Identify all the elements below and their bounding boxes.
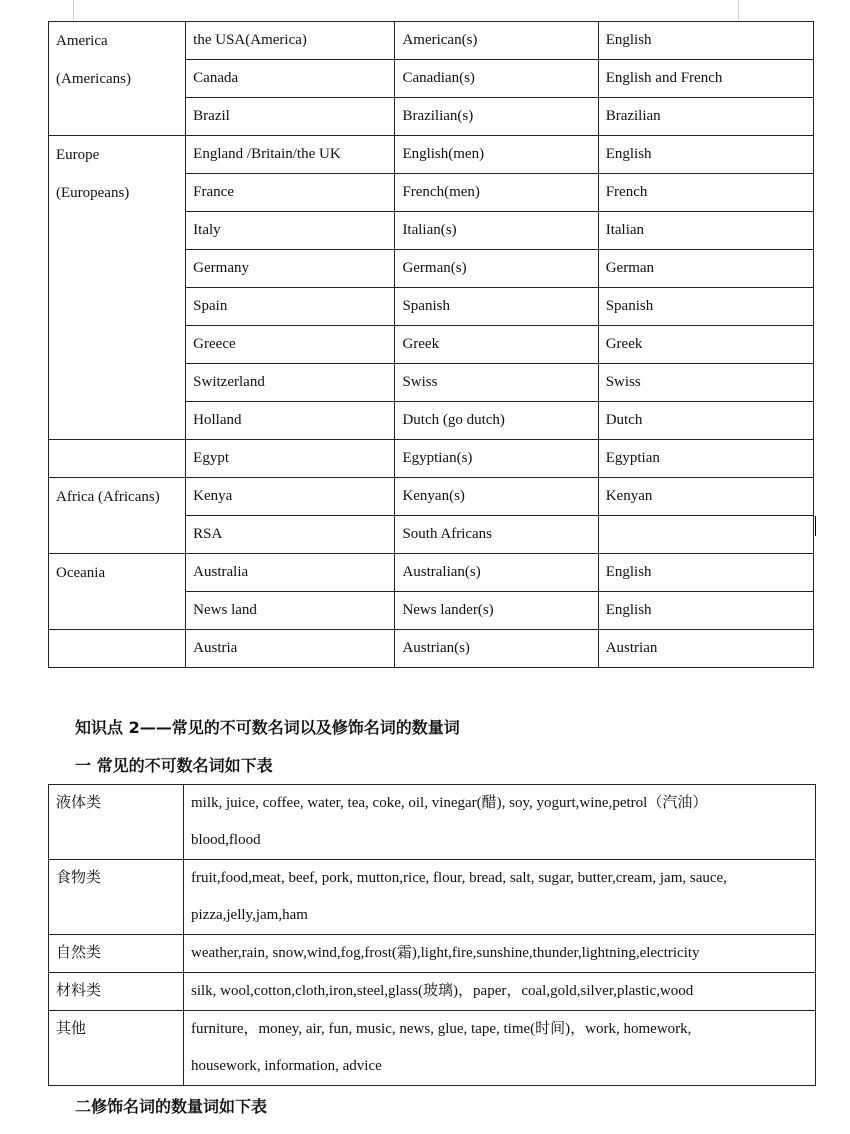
country-cell: Kenya (186, 478, 395, 516)
text-cursor (815, 516, 816, 536)
country-cell: Germany (186, 250, 395, 288)
people-cell: Canadian(s) (395, 60, 598, 98)
nouns-line: furniture，money, air, fun, music, news, glue, tape, time(时间)，work, homework, (191, 1021, 692, 1037)
category-cell (49, 1011, 184, 1086)
people-cell: News lander(s) (395, 592, 598, 630)
section-title: 知识点 2——常见的不可数名词以及修饰名词的数量词 (75, 718, 460, 737)
table-row (49, 554, 814, 592)
category-label: 自然类 (56, 945, 102, 961)
table-row (49, 630, 814, 668)
region-cell (49, 630, 186, 668)
category-cell (49, 973, 184, 1011)
table-row (49, 973, 816, 1011)
uncountable-nouns-table (48, 784, 816, 1086)
country-cell: Holland (186, 402, 395, 440)
language-cell: English (598, 554, 813, 592)
category-cell (49, 935, 184, 973)
region-cell (49, 554, 186, 630)
people-cell: Egyptian(s) (395, 440, 598, 478)
people-cell: Dutch (go dutch) (395, 402, 598, 440)
country-cell: Egypt (186, 440, 395, 478)
category-label: 液体类 (56, 795, 102, 811)
people-cell: Spanish (395, 288, 598, 326)
nouns-cell (184, 973, 816, 1011)
people-cell: Austrian(s) (395, 630, 598, 668)
region-line: Europe (56, 147, 100, 163)
people-cell: Australian(s) (395, 554, 598, 592)
language-cell: French (598, 174, 813, 212)
table-row (49, 136, 814, 174)
language-cell: Austrian (598, 630, 813, 668)
nouns-cell (184, 935, 816, 973)
language-cell: Brazilian (598, 98, 813, 136)
country-cell: Spain (186, 288, 395, 326)
table-row (49, 785, 816, 860)
people-cell: German(s) (395, 250, 598, 288)
language-cell: English (598, 592, 813, 630)
region-line: Africa (Africans) (56, 489, 160, 505)
people-cell: American(s) (395, 22, 598, 60)
table-row (49, 860, 816, 935)
country-cell: Brazil (186, 98, 395, 136)
country-cell: Australia (186, 554, 395, 592)
nouns-line: milk, juice, coffee, water, tea, coke, oil, vinegar(醋), soy, yogurt,wine,petrol（汽油） (191, 795, 708, 811)
nouns-cell (184, 860, 816, 935)
country-cell: the USA(America) (186, 22, 395, 60)
country-cell: Greece (186, 326, 395, 364)
language-cell: Spanish (598, 288, 813, 326)
people-cell: Greek (395, 326, 598, 364)
language-cell: English and French (598, 60, 813, 98)
region-line: America (56, 33, 108, 49)
language-cell: Egyptian (598, 440, 813, 478)
people-cell: Kenyan(s) (395, 478, 598, 516)
table-row (49, 935, 816, 973)
country-cell: Italy (186, 212, 395, 250)
subsection-title-2: 二修饰名词的数量词如下表 (75, 1097, 268, 1116)
nouns-line: pizza,jelly,jam,ham (191, 907, 308, 923)
country-cell: Canada (186, 60, 395, 98)
nouns-line: weather,rain, snow,wind,fog,frost(霜),light,fire,sunshine,thunder,lightning,electricity (191, 945, 700, 961)
language-cell: Swiss (598, 364, 813, 402)
country-cell: France (186, 174, 395, 212)
nouns-line: silk, wool,cotton,cloth,iron,steel,glass(玻璃)，paper，coal,gold,silver,plastic,wood (191, 983, 694, 999)
country-cell: Austria (186, 630, 395, 668)
countries-table (48, 21, 814, 668)
people-cell: South Africans (395, 516, 598, 554)
language-cell: English (598, 22, 813, 60)
page-margin-guide-left (73, 0, 74, 20)
region-cell (49, 22, 186, 136)
people-cell: English(men) (395, 136, 598, 174)
people-cell: Italian(s) (395, 212, 598, 250)
country-cell: News land (186, 592, 395, 630)
category-label: 其他 (56, 1021, 87, 1037)
region-cell (49, 440, 186, 478)
language-cell: Greek (598, 326, 813, 364)
country-cell: England /Britain/the UK (186, 136, 395, 174)
people-cell: Brazilian(s) (395, 98, 598, 136)
people-cell: French(men) (395, 174, 598, 212)
category-cell (49, 860, 184, 935)
table-row (49, 440, 814, 478)
language-cell: Kenyan (598, 478, 813, 516)
language-cell: German (598, 250, 813, 288)
language-cell: English (598, 136, 813, 174)
table-row (49, 1011, 816, 1086)
page-margin-guide-right (738, 0, 739, 20)
region-line: Oceania (56, 565, 106, 581)
nouns-line: blood,flood (191, 832, 261, 848)
table-row (49, 478, 814, 516)
category-label: 材料类 (56, 983, 102, 999)
region-line: (Americans) (56, 71, 131, 87)
nouns-line: fruit,food,meat, beef, pork, mutton,rice, flour, bread, salt, sugar, butter,cream, jam, sauce, (191, 870, 727, 886)
language-cell: Italian (598, 212, 813, 250)
language-cell: Dutch (598, 402, 813, 440)
country-cell: RSA (186, 516, 395, 554)
nouns-line: housework, information, advice (191, 1058, 382, 1074)
category-cell (49, 785, 184, 860)
subsection-title-1: 一 常见的不可数名词如下表 (75, 756, 273, 775)
region-cell (49, 136, 186, 440)
people-cell: Swiss (395, 364, 598, 402)
region-line: (Europeans) (56, 185, 130, 201)
nouns-cell (184, 1011, 816, 1086)
category-label: 食物类 (56, 870, 102, 886)
language-cell (598, 516, 813, 554)
table-row (49, 22, 814, 60)
region-cell (49, 478, 186, 554)
nouns-cell (184, 785, 816, 860)
country-cell: Switzerland (186, 364, 395, 402)
